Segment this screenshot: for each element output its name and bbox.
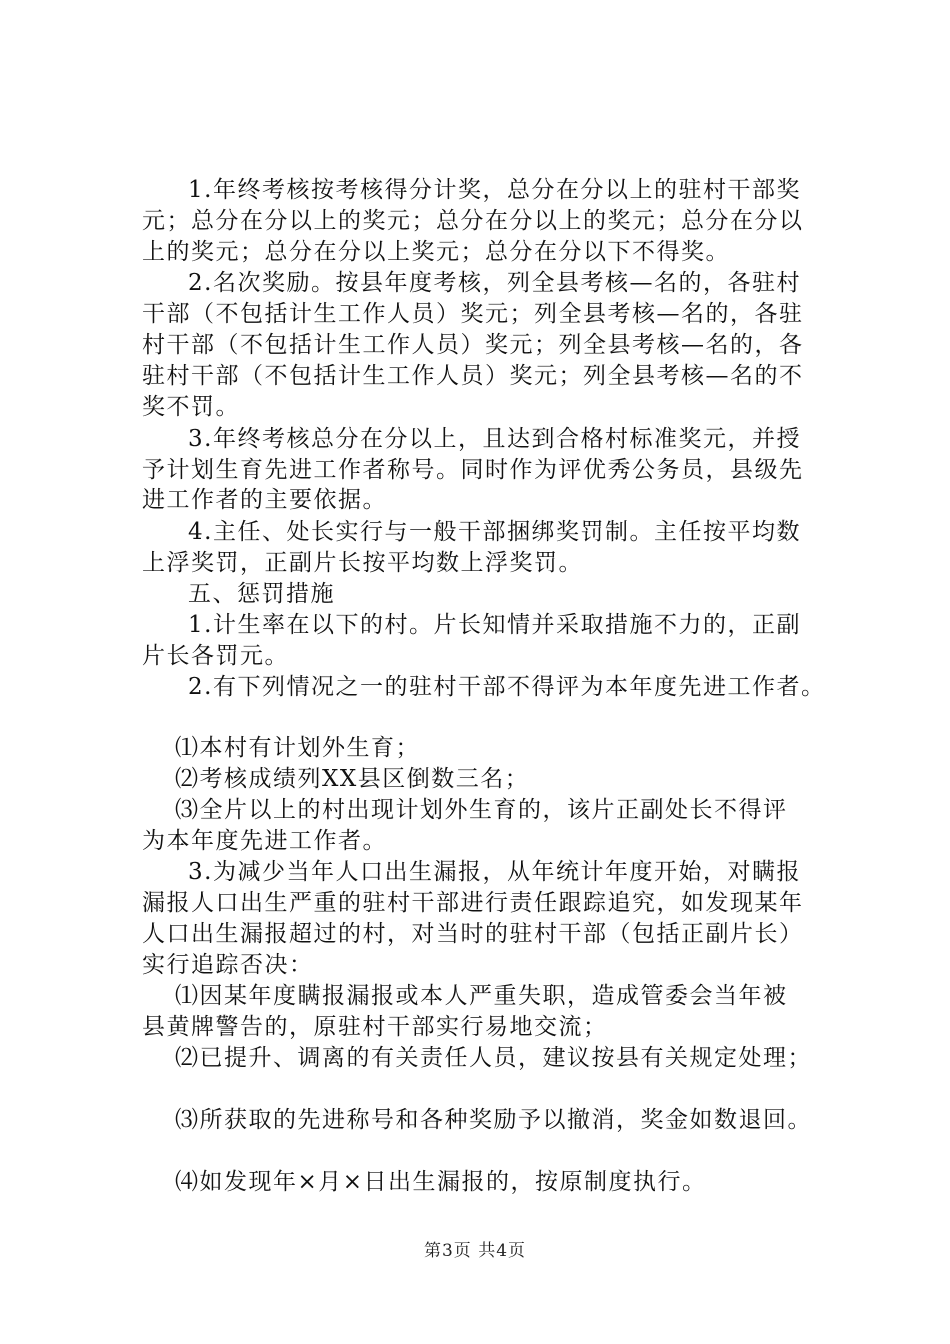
list-item: ⑴因某年度瞒报漏报或本人严重失职，造成管委会当年被 <box>175 983 788 1009</box>
list-item: ⑵已提升、调离的有关责任人员，建议按县有关规定处理； <box>175 1045 812 1071</box>
list-item: ⑷如发现年×月×日出生漏报的，按原制度执行。 <box>175 1169 707 1195</box>
body-line: 干部（不包括计生工作人员）奖元；列全县考核—名的，各驻 <box>142 301 804 327</box>
body-line: 县黄牌警告的，原驻村干部实行易地交流； <box>142 1014 608 1040</box>
body-line: 3.为减少当年人口出生漏报，从年统计年度开始，对瞒报 <box>188 859 801 885</box>
body-line: 人口出生漏报超过的村，对当时的驻村干部（包括正副片长） <box>142 921 804 947</box>
body-line: 村干部（不包括计生工作人员）奖元；列全县考核—名的，各 <box>142 332 804 358</box>
body-line: 2.名次奖励。按县年度考核，列全县考核—名的，各驻村 <box>188 270 801 296</box>
section-heading: 五、惩罚措施 <box>188 581 335 607</box>
body-line: 3.年终考核总分在分以上，且达到合格村标准奖元，并授 <box>188 426 801 452</box>
body-line: 为本年度先进工作者。 <box>142 828 387 854</box>
page-footer: 第3页 共4页 <box>423 1241 527 1261</box>
body-line: 奖不罚。 <box>142 394 240 420</box>
body-line: 4.主任、处长实行与一般干部捆绑奖罚制。主任按平均数 <box>188 519 801 545</box>
list-item: ⑴本村有计划外生育； <box>175 735 420 761</box>
body-line: 驻村干部（不包括计生工作人员）奖元；列全县考核—名的不 <box>142 363 804 389</box>
body-line: 元；总分在分以上的奖元；总分在分以上的奖元；总分在分以 <box>142 208 804 234</box>
body-line: 片长各罚元。 <box>142 643 289 669</box>
body-line: 进工作者的主要依据。 <box>142 487 387 513</box>
body-line: 予计划生育先进工作者称号。同时作为评优秀公务员，县级先 <box>142 457 804 483</box>
list-item: ⑵考核成绩列XX县区倒数三名； <box>175 766 530 792</box>
body-line: 上的奖元；总分在分以上奖元；总分在分以下不得奖。 <box>142 239 730 265</box>
body-line: 实行追踪否决： <box>142 952 314 978</box>
body-line: 1.计生率在以下的村。片长知情并采取措施不力的，正副 <box>188 612 801 638</box>
body-line: 2.有下列情况之一的驻村干部不得评为本年度先进工作者。 <box>188 674 826 700</box>
list-item: ⑶所获取的先进称号和各种奖励予以撤消，奖金如数退回。 <box>175 1107 812 1133</box>
list-item: ⑶全片以上的村出现计划外生育的，该片正副处长不得评 <box>175 797 788 823</box>
body-line: 上浮奖罚，正副片长按平均数上浮奖罚。 <box>142 550 583 576</box>
body-line: 1.年终考核按考核得分计奖，总分在分以上的驻村干部奖 <box>188 177 801 203</box>
body-line: 漏报人口出生严重的驻村干部进行责任跟踪追究，如发现某年 <box>142 890 804 916</box>
